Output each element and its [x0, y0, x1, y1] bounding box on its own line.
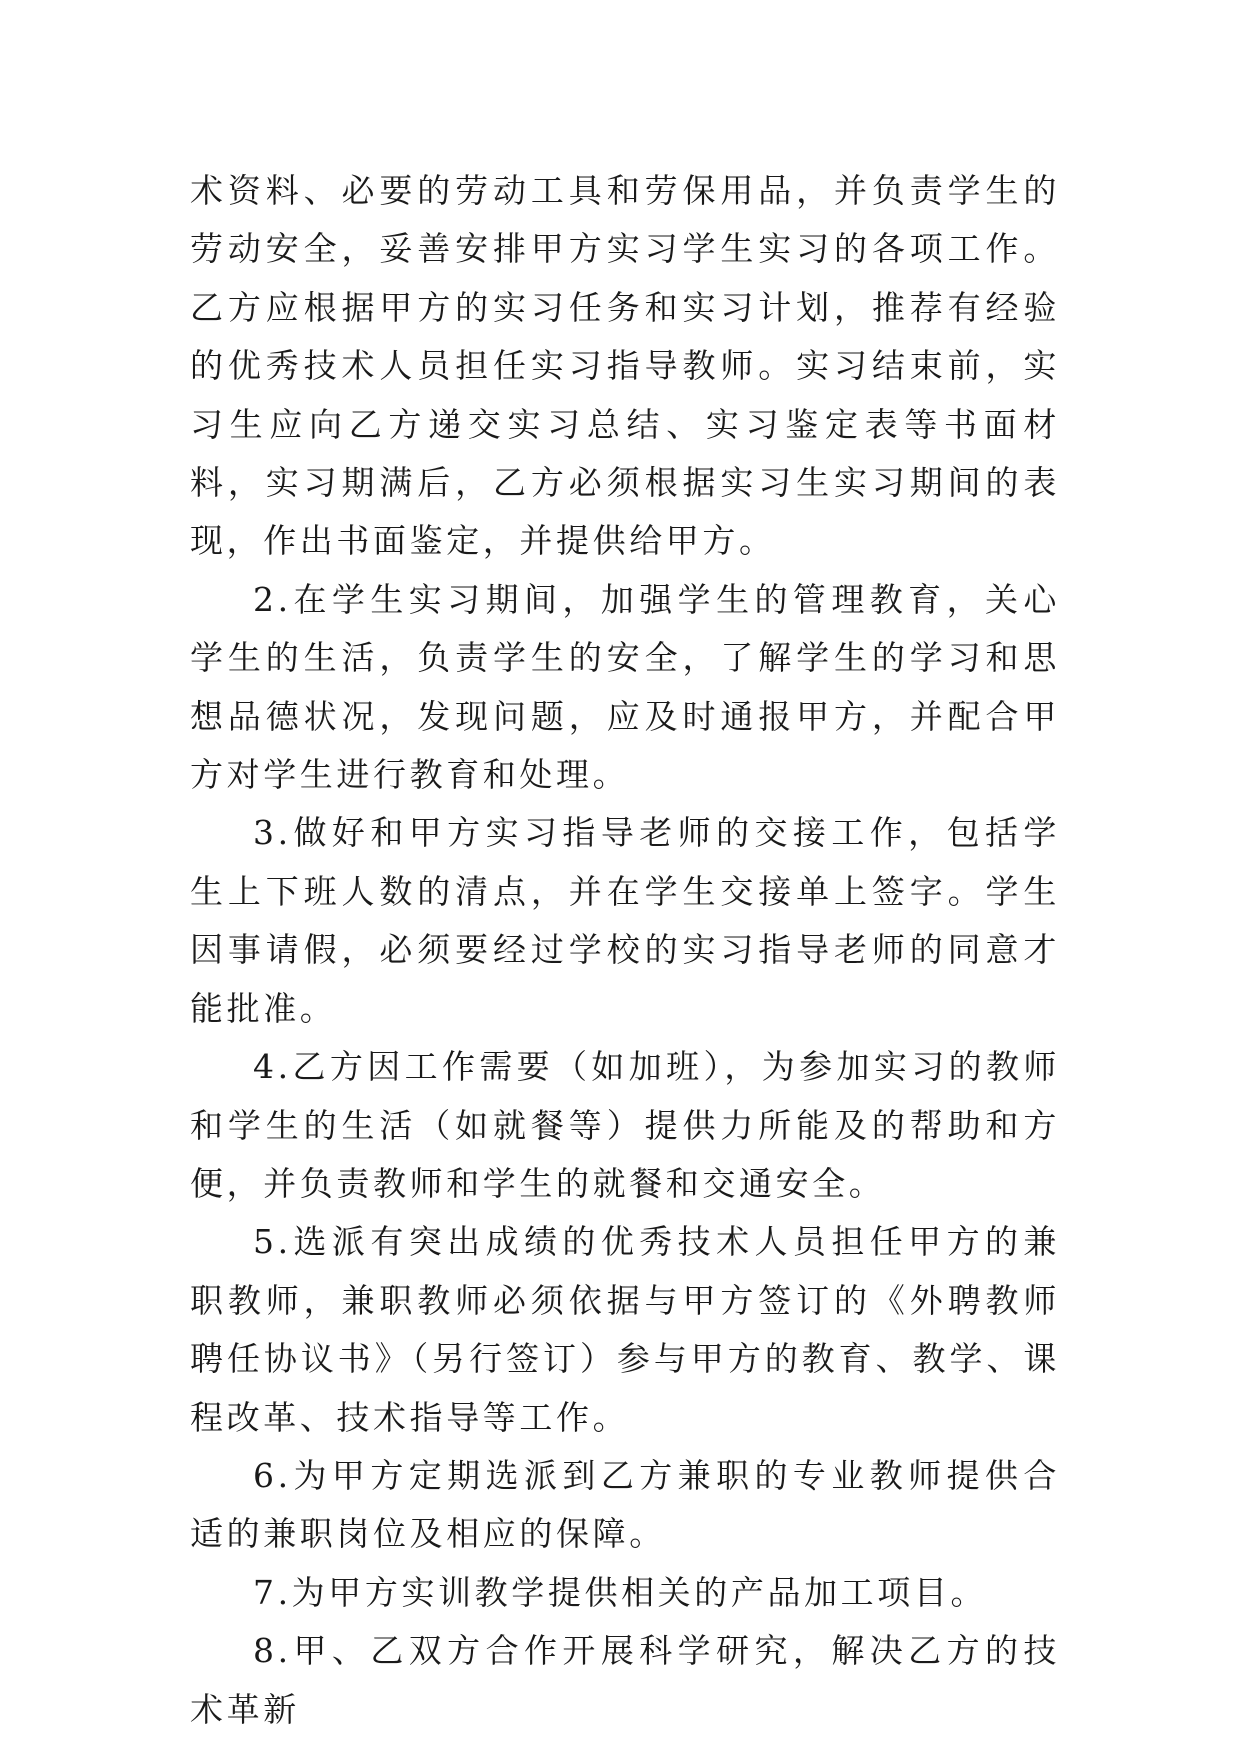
- paragraph-item-7: 7.为甲方实训教学提供相关的产品加工项目。: [253, 1572, 988, 1612]
- paragraph-item-8: 8.甲、乙双方合作开展科学研究，解决乙方的技术革新: [190, 1631, 1060, 1729]
- document-body: [190, 162, 1060, 1739]
- paragraph-item-4: 4.乙方因工作需要（如加班），为参加实习的教师和学生的生活（如就餐等）提供力所能及的帮助和方便，并负责教师和学生的就餐和交通安全。: [190, 1047, 1060, 1203]
- paragraph-item-6: 6.为甲方定期选派到乙方兼职的专业教师提供合适的兼职岗位及相应的保障。: [190, 1455, 1060, 1554]
- paragraph-item-2: 2.在学生实习期间，加强学生的管理教育，关心学生的生活，负责学生的安全，了解学生的学习和思想品德状况，发现问题，应及时通报甲方，并配合甲方对学生进行教育和处理。: [190, 579, 1060, 795]
- paragraph-item-3: 3.做好和甲方实习指导老师的交接工作，包括学生上下班人数的清点，并在学生交接单上签字。学生因事请假，必须要经过学校的实习指导老师的同意才能批准。: [190, 813, 1060, 1028]
- paragraph-continuation: 术资料、必要的劳动工具和劳保用品，并负责学生的劳动安全，妥善安排甲方实习学生实习的各项工作。乙方应根据甲方的实习任务和实习计划，推荐有经验的优秀技术人员担任实习指导教师。实习结束前，实习生应向乙方递交实习总结、实习鉴定表等书面材料，实习期满后，乙方必须根据实习生实习期间的表现，作出书面鉴定，并提供给甲方。: [190, 171, 1060, 561]
- paragraph-item-5: 5.选派有突出成绩的优秀技术人员担任甲方的兼职教师，兼职教师必须依据与甲方签订的《外聘教师聘任协议书》（另行签订）参与甲方的教育、教学、课程改革、技术指导等工作。: [190, 1222, 1060, 1437]
